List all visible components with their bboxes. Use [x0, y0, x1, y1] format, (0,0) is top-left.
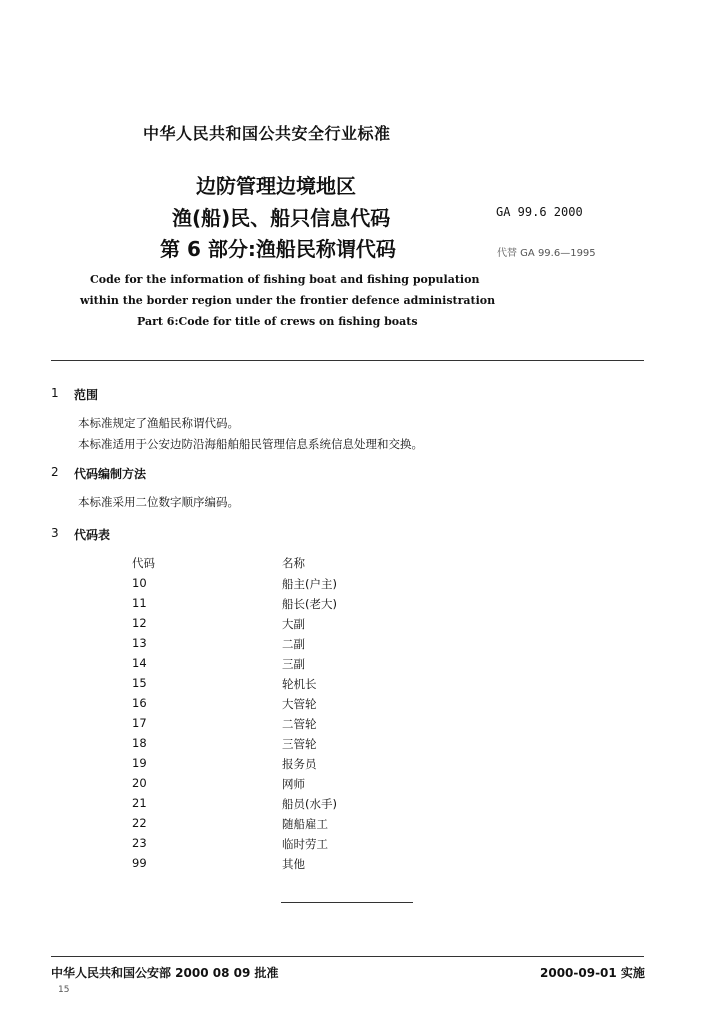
table-row-code: 15	[132, 676, 147, 690]
table-row-code: 23	[132, 836, 147, 850]
section-title: 代码编制方法	[74, 467, 147, 481]
table-row-code: 21	[132, 796, 147, 810]
title-line-3: 第 6 部分:渔船民称谓代码	[160, 237, 396, 261]
table-row-name: 二副	[282, 637, 305, 651]
table-row-name: 三管轮	[282, 737, 317, 751]
table-row-name: 大管轮	[282, 697, 317, 711]
section-title: 范围	[74, 388, 99, 402]
table-row-code: 12	[132, 616, 147, 630]
table-row-name: 二管轮	[282, 717, 317, 731]
english-title-line-3: Part 6:Code for title of crews on fishing boats	[137, 315, 418, 328]
title-line-2: 渔(船)民、船只信息代码	[172, 206, 391, 230]
table-row-code: 20	[132, 776, 147, 790]
section-paragraph: 本标准适用于公安边防沿海船舶船民管理信息系统信息处理和交换。	[78, 437, 423, 451]
code-table-header-code: 代码	[132, 556, 155, 570]
table-row-name: 其他	[282, 857, 305, 871]
standard-category: 中华人民共和国公共安全行业标准	[143, 124, 391, 143]
code-table-header-name: 名称	[282, 556, 305, 570]
replaces-note: 代替 GA 99.6—1995	[497, 248, 596, 259]
implementation-date: 2000-09-01 实施	[540, 966, 645, 980]
section-paragraph: 本标准规定了渔船民称谓代码。	[78, 416, 239, 430]
english-title-line-2: within the border region under the frontier defence administration	[80, 294, 496, 307]
table-row-code: 18	[132, 736, 147, 750]
table-row-name: 三副	[282, 657, 305, 671]
table-row-name: 临时劳工	[282, 837, 328, 851]
table-row-name: 船主(户主)	[282, 577, 337, 591]
section-title: 代码表	[74, 528, 111, 542]
title-line-1: 边防管理边境地区	[196, 174, 356, 198]
table-end-divider	[281, 902, 413, 903]
table-row-name: 网师	[282, 777, 305, 791]
header-divider	[51, 360, 644, 361]
table-row-name: 大副	[282, 617, 305, 631]
section-number: 2	[51, 465, 59, 479]
table-row-name: 报务员	[282, 757, 317, 771]
table-row-code: 13	[132, 636, 147, 650]
footer-divider	[51, 956, 644, 957]
table-row-name: 轮机长	[282, 677, 317, 691]
section-number: 1	[51, 386, 59, 400]
table-row-code: 14	[132, 656, 147, 670]
section-paragraph: 本标准采用二位数字顺序编码。	[78, 495, 239, 509]
table-row-name: 随船雇工	[282, 817, 328, 831]
table-row-code: 16	[132, 696, 147, 710]
table-row-code: 10	[132, 576, 147, 590]
table-row-code: 99	[132, 856, 147, 870]
table-row-code: 11	[132, 596, 147, 610]
english-title-line-1: Code for the information of fishing boat and fishing population	[90, 273, 480, 286]
table-row-name: 船长(老大)	[282, 597, 337, 611]
table-row-code: 22	[132, 816, 147, 830]
table-row-code: 19	[132, 756, 147, 770]
table-row-code: 17	[132, 716, 147, 730]
table-row-name: 船员(水手)	[282, 797, 337, 811]
page-number: 15	[58, 985, 70, 995]
approval-date: 中华人民共和国公安部 2000 08 09 批准	[51, 966, 279, 980]
section-number: 3	[51, 526, 59, 540]
standard-number: GA 99.6 2000	[496, 205, 583, 219]
